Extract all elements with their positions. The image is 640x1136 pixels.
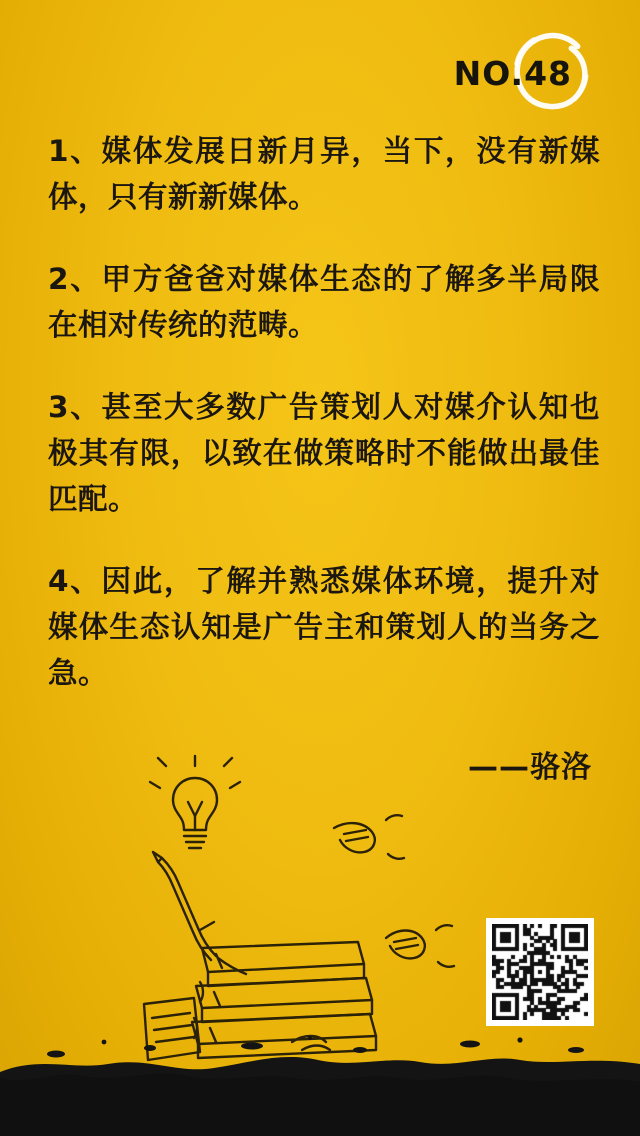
qr-code[interactable] bbox=[486, 918, 594, 1026]
paragraph-3: 3、甚至大多数广告策划人对媒介认知也极其有限，以致在做策略时不能做出最佳匹配。 bbox=[48, 390, 600, 516]
books-pen-lightbulb-sketch bbox=[96, 742, 496, 1072]
lightbulb-icon bbox=[150, 756, 240, 848]
issue-number-label: NO.48 bbox=[453, 54, 572, 93]
paragraph-1: 1、媒体发展日新月异，当下，没有新媒体，只有新新媒体。 bbox=[48, 134, 600, 214]
quote-body bbox=[48, 128, 600, 696]
bottom-ink-brush-band bbox=[0, 1026, 640, 1136]
fountain-pen-icon bbox=[153, 852, 246, 974]
qr-code-image bbox=[492, 924, 588, 1020]
author-attribution: ——骆洛 bbox=[468, 750, 592, 785]
issue-badge bbox=[404, 28, 604, 124]
paragraph-4: 4、因此，了解并熟悉媒体环境，提升对媒体生态认知是广告主和策划人的当务之急。 bbox=[48, 564, 600, 690]
flying-paper-icon bbox=[292, 815, 454, 1050]
paragraph-2: 2、甲方爸爸对媒体生态的了解多半局限在相对传统的范畴。 bbox=[48, 262, 600, 342]
